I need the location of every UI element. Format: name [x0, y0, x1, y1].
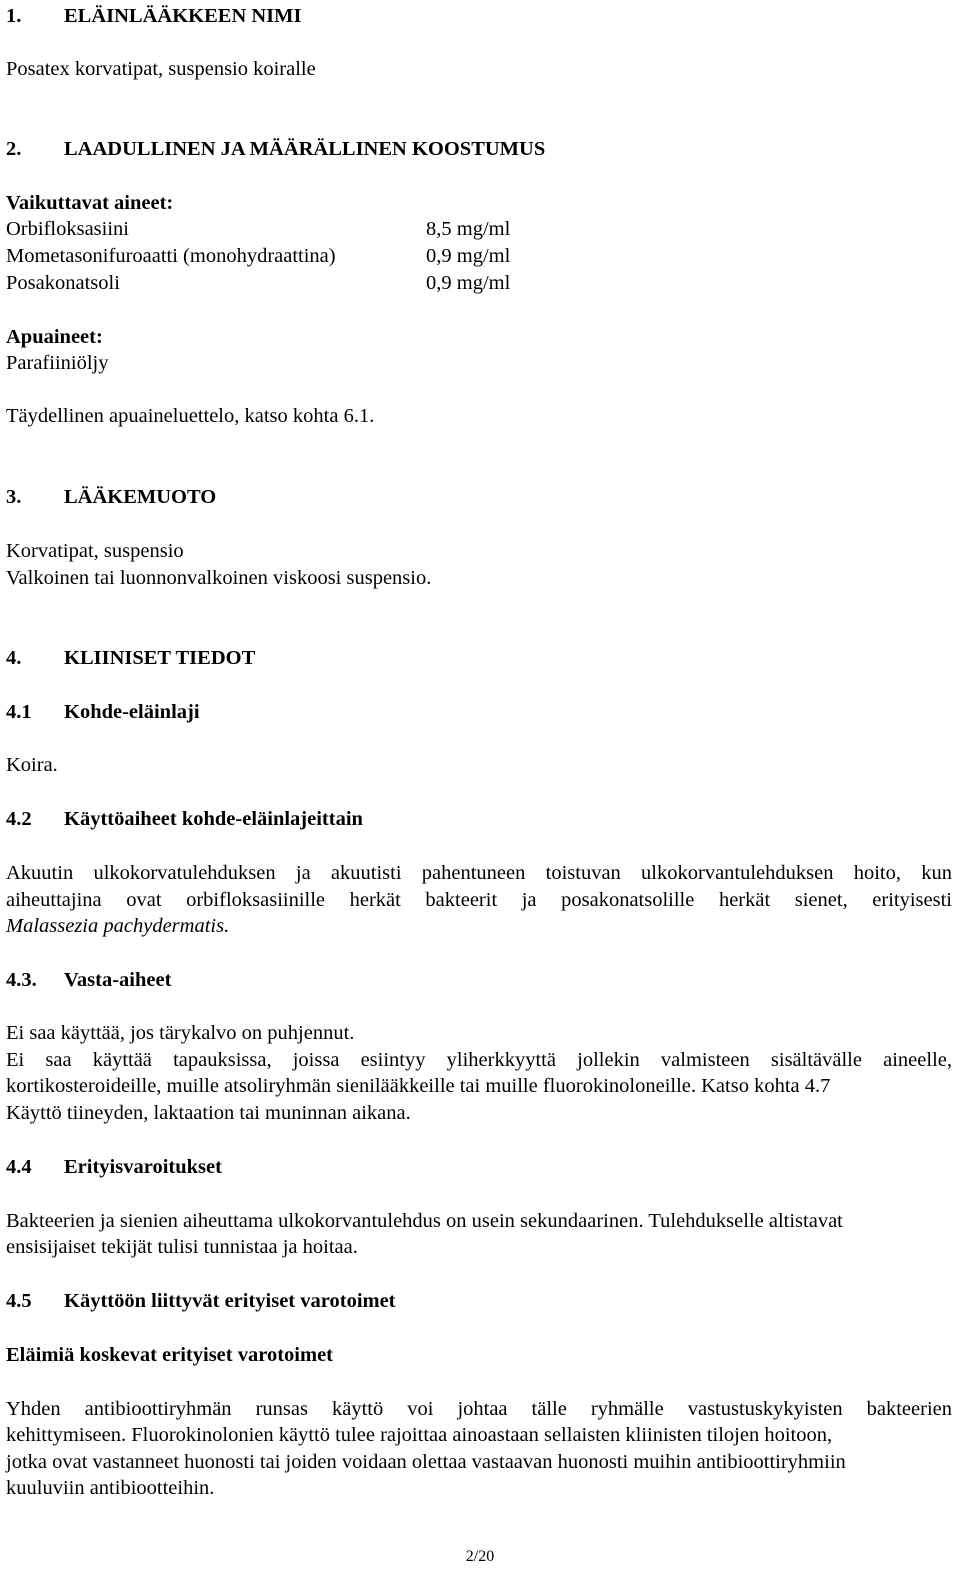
- ingredient-name: Posakonatsoli: [6, 272, 120, 294]
- paragraph-line: Korvatipat, suspensio: [6, 540, 184, 562]
- section-4-heading: [6, 645, 952, 671]
- section-number: 4.2: [6, 808, 32, 830]
- ingredient-amount: 0,9 mg/ml: [426, 245, 511, 267]
- section-4-5-heading: [6, 1288, 952, 1314]
- section-number: 4.: [6, 647, 22, 669]
- target-species: Koira.: [6, 754, 58, 776]
- paragraph-line: Käyttö tiineyden, laktaation tai muninnan aikana.: [6, 1102, 411, 1124]
- ingredient-amount: 8,5 mg/ml: [426, 218, 511, 240]
- ingredient-row: [6, 243, 952, 269]
- section-2-heading: [6, 136, 952, 162]
- section-title: Erityisvaroitukset: [64, 1156, 222, 1178]
- section-number: 3.: [6, 486, 22, 508]
- page-number: 2/20: [465, 1548, 495, 1565]
- ingredient-row: [6, 270, 952, 296]
- excipient: Parafiiniöljy: [6, 352, 109, 374]
- section-4-4-heading: [6, 1154, 952, 1180]
- paragraph-line: kortikosteroideille, muille atsoliryhmän sienilääkkeille tai muille fluorokinoloneille. Katso kohta 4.7: [6, 1075, 831, 1097]
- section-number: 2.: [6, 138, 22, 160]
- section-title: ELÄINLÄÄKKEEN NIMI: [64, 5, 302, 27]
- active-substances-heading: Vaikuttavat aineet:: [6, 192, 174, 214]
- ingredient-row: [6, 216, 952, 242]
- paragraph-line: Yhden antibioottiryhmän runsas käyttö voi johtaa tälle ryhmälle vastustuskykyisten bakteerien: [6, 1398, 952, 1420]
- section-number: 4.5: [6, 1290, 32, 1312]
- paragraph-line: Ei saa käyttää, jos tärykalvo on puhjennut.: [6, 1022, 355, 1044]
- paragraph-line: Valkoinen tai luonnonvalkoinen viskoosi suspensio.: [6, 567, 432, 589]
- section-3-heading: [6, 484, 952, 510]
- subsection-heading: Eläimiä koskevat erityiset varotoimet: [6, 1344, 333, 1366]
- section-number: 4.4: [6, 1156, 32, 1178]
- paragraph-line: kuuluviin antibiootteihin.: [6, 1477, 215, 1499]
- section-number: 4.1: [6, 701, 32, 723]
- section-title: Kohde-eläinlaji: [64, 701, 200, 723]
- paragraph-line: ensisijaiset tekijät tulisi tunnistaa ja hoitaa.: [6, 1236, 358, 1258]
- paragraph-line: Ei saa käyttää tapauksissa, joissa esiintyy yliherkkyyttä jollekin valmisteen sisältävälle aineelle,: [6, 1049, 952, 1071]
- section-4-3-heading: [6, 967, 952, 993]
- section-title: Vasta-aiheet: [64, 969, 172, 991]
- excipients-heading: Apuaineet:: [6, 326, 103, 348]
- section-number: 1.: [6, 5, 22, 27]
- paragraph-line: kehittymiseen. Fluorokinolonien käyttö tulee rajoittaa ainoastaan sellaisten kliinisten tilojen hoitoon,: [6, 1424, 833, 1446]
- paragraph-line: Bakteerien ja sienien aiheuttama ulkokorvantulehdus on usein sekundaarinen. Tulehdukselle altistavat: [6, 1210, 843, 1232]
- paragraph-line: Akuutin ulkokorvatulehduksen ja akuutisti pahentuneen toistuvan ulkokorvantulehduksen hoito, kun: [6, 862, 952, 884]
- section-title: KLIINISET TIEDOT: [64, 647, 256, 669]
- section-4-1-heading: [6, 699, 952, 725]
- section-title: LÄÄKEMUOTO: [64, 486, 217, 508]
- section-1-heading: [6, 3, 952, 29]
- section-number: 4.3.: [6, 969, 37, 991]
- section-4-2-heading: [6, 806, 952, 832]
- section-title: LAADULLINEN JA MÄÄRÄLLINEN KOOSTUMUS: [64, 138, 546, 160]
- product-name: Posatex korvatipat, suspensio koiralle: [6, 58, 316, 80]
- ingredient-name: Orbifloksasiini: [6, 218, 129, 240]
- ingredient-amount: 0,9 mg/ml: [426, 272, 511, 294]
- paragraph-line: aiheuttajina ovat orbifloksasiinille herkät bakteerit ja posakonatsolille herkät sienet, erityisesti: [6, 889, 952, 911]
- ingredient-name: Mometasonifuroaatti (monohydraattina): [6, 245, 336, 267]
- section-title: Käyttöaiheet kohde-eläinlajeittain: [64, 808, 363, 830]
- paragraph-line: jotka ovat vastanneet huonosti tai joiden voidaan olettaa vastaavan huonosti muihin antibioottiryhmiin: [6, 1451, 846, 1473]
- excipient-list-reference: Täydellinen apuaineluettelo, katso kohta 6.1.: [6, 405, 375, 427]
- organism-name: Malassezia pachydermatis.: [6, 915, 230, 937]
- section-title: Käyttöön liittyvät erityiset varotoimet: [64, 1290, 396, 1312]
